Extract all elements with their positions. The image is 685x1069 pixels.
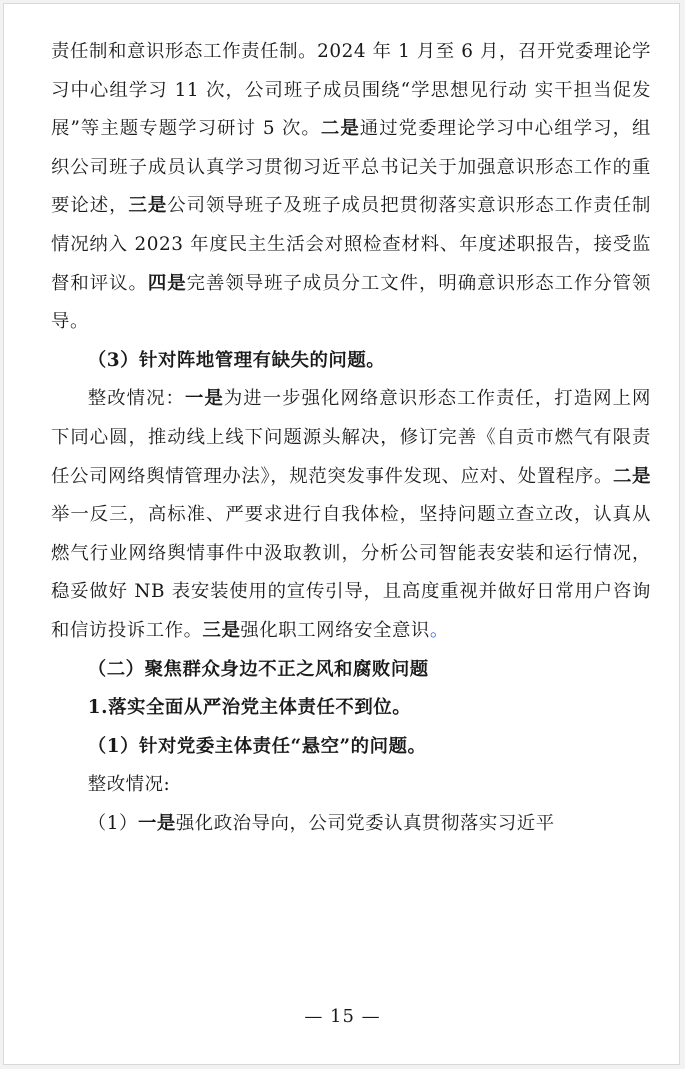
document-body [51, 33, 651, 843]
text-run: 完善领导班子成员分工文件，明确意识形态工作分管领导。 [51, 272, 651, 333]
paragraph-rectification-network [51, 380, 651, 650]
text-run: 强化政治导向，公司党委认真贯彻落实习近平 [175, 812, 555, 834]
text-run: 责任制和意识形态工作责任制。2024 年 1 月至 6 月，召开党委理论学习中心组学习 11 次，公司班子成员围绕“学思想见行动 实干担当促发展”等主题专题学习研讨 5 次。 [51, 41, 651, 140]
bold-marker-three: 三是 [202, 619, 241, 641]
bold-marker-one: 一是 [137, 812, 176, 834]
text-run: 通过党委理论学习中心组学习，组织公司班子成员认真学习贯彻习近平总书记关于加强意识形态工作的重要论述， [51, 118, 651, 217]
text-run: 强化职工网络安全意识 [240, 619, 430, 641]
heading-text: （1）针对党委主体责任“悬空”的问题。 [87, 735, 427, 757]
heading-text: （二）聚焦群众身边不正之风和腐败问题 [87, 658, 429, 680]
document-page [3, 3, 680, 1065]
paragraph-political-guidance [51, 805, 651, 844]
bold-marker-four: 四是 [147, 272, 187, 294]
heading-text: （3）针对阵地管理有缺失的问题。 [87, 349, 386, 371]
heading-subitem-one [51, 728, 651, 767]
bold-marker-one: 一是 [184, 388, 224, 410]
heading-item-one [51, 689, 651, 728]
heading-text: 1.落实全面从严治党主体责任不到位。 [87, 697, 412, 719]
text-run: 整改情况： [87, 388, 185, 410]
heading-position-management [51, 342, 651, 381]
text-run: 举一反三，高标准、严要求进行自我体检，坚持问题立查立改，认真从燃气行业网络舆情事件中汲取教训，分析公司智能表安装和运行情况，稳妥做好 NB 表安装使用的宣传引导，且高度重视并做好日常用户咨询和信访投诉工作。 [51, 504, 651, 641]
paragraph-responsibility [51, 33, 651, 342]
paragraph-rectification-label [51, 766, 651, 805]
text-run: （1） [87, 812, 138, 834]
text-run: 公司领导班子及班子成员把贯彻落实意识形态工作责任制情况纳入 2023 年度民主生活会对照检查材料、年度述职报告，接受监督和评议。 [51, 195, 652, 294]
bold-marker-two: 二是 [320, 118, 360, 140]
page-number: — 15 — [304, 1006, 381, 1027]
bold-marker-two: 二是 [613, 465, 651, 487]
text-run: 整改情况: [87, 774, 171, 796]
heading-section-two [51, 651, 651, 690]
text-run: 为进一步强化网络意识形态工作责任，打造网上网下同心圆，推动线上线下问题源头解决，修订完善《自贡市燃气有限责任公司网络舆情管理办法》，规范突发事件发现、应对、处置程序。 [51, 388, 651, 487]
bold-marker-three: 三是 [128, 195, 168, 217]
blue-period-mark: 。 [429, 619, 449, 641]
